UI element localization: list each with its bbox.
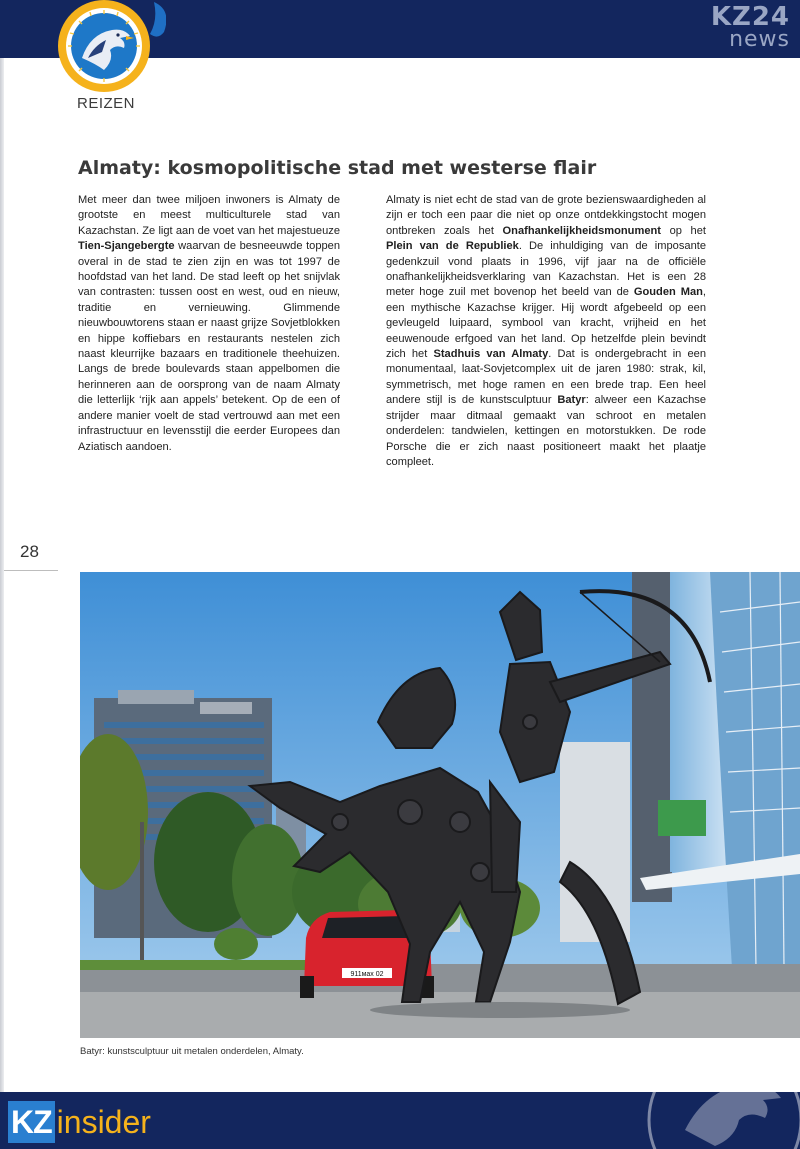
article-column-left <box>78 193 340 455</box>
brand-kz: KZ <box>8 1101 55 1143</box>
body-text: , een mythische Kazachse krijger. Hij wordt afgebeeld op een gevleugeld luipaard, symbool van kracht, vrijheid en het eeuwenoude erfgoed van het land. Op hetzelfde plein bevindt zich het <box>386 286 706 361</box>
body-text: waarvan de besneeuwde toppen overal in de stad te zien zijn en was tot 1997 de hoofdstad van het land. De stad leeft op het snijvlak van contrasten: tussen oost en west, oud en nieuw, traditie en vernieuwing. Glimmende nieuwbouwtorens staan er naast grijze Sovjetblokken en hippe koffiebars en restaurants nestelen zich naast kleurrijke bazaars en traditionele theehuizen. Langs de brede boulevards staan appelbomen die herinneren aan de oorsprong van de naam Almaty die letterlijk ‘rijk aan appels’ betekent. Op de een of andere manier voelt de stad vertrouwd aan met een infrastructuur en levensstijl die eerder Europees dan Aziatisch aandoen. <box>78 240 340 453</box>
bold-term: Gouden Man <box>633 286 703 299</box>
photo-caption: Batyr: kunstsculptuur uit metalen onderdelen, Almaty. <box>80 1046 304 1057</box>
page-number-rule <box>4 570 58 571</box>
body-text: . De inhuldiging van de imposante gedenkzuil vond plaats in 1996, vijf jaar na de officiële onafhankelijkheidsverklaring van Kazachstan. Het is een 28 meter hoge zuil met bovenop het beeld van de <box>386 240 706 299</box>
body-text: Met meer dan twee miljoen inwoners is Almaty de grootste en meest multiculturele stad van Kazachstan. Ze ligt aan de voet van het majestueuze <box>78 194 340 237</box>
kz24-label: KZ24 <box>710 2 790 32</box>
body-text: Almaty is niet echt de stad van de grote bezienswaardigheden al zijn er toch een paar die niet op onze ontdekkingstocht mogen ontbreken zoals het <box>386 194 706 237</box>
body-text: : alweer een Kazachse strijder maar ditmaal gemaakt van schroot en metalen onderdelen: tandwielen, kettingen en motorstukken. De rode Porsche die er zich naast positioneert maakt het plaatje compleet. <box>386 394 706 468</box>
bold-term: Onafhankelijkheidsmonument <box>502 224 661 237</box>
news-label: news <box>729 27 790 52</box>
bold-term: Plein van de Republiek <box>386 240 519 253</box>
brand-insider: insider <box>56 1104 151 1140</box>
article-title: Almaty: kosmopolitische stad met westerse flair <box>78 157 597 179</box>
license-plate-text: 911мах 02 <box>350 971 384 978</box>
kz24-news-watermark <box>711 4 790 50</box>
kzinsider-logo <box>8 1101 151 1143</box>
bold-term: Stadhuis van Almaty <box>433 348 549 361</box>
body-text: op het <box>660 224 706 237</box>
eagle-emblem-logo-icon <box>54 0 166 98</box>
page-number: 28 <box>20 542 39 561</box>
batyr-sculpture-photo <box>80 572 800 1038</box>
bold-term: Batyr <box>557 394 586 407</box>
eagle-watermark-icon <box>645 1020 800 1149</box>
section-label: REIZEN <box>77 95 136 112</box>
bold-term: Tien-Sjangebergte <box>78 240 175 253</box>
article-column-right <box>386 193 706 470</box>
body-text: . Dat is ondergebracht in een monumentaal, laat-Sovjetcomplex uit de jaren 1980: strak, kil, symmetrisch, met hoge ramen en een brede trap. Een heel andere stijl is de kunstsculptuur <box>386 348 706 407</box>
